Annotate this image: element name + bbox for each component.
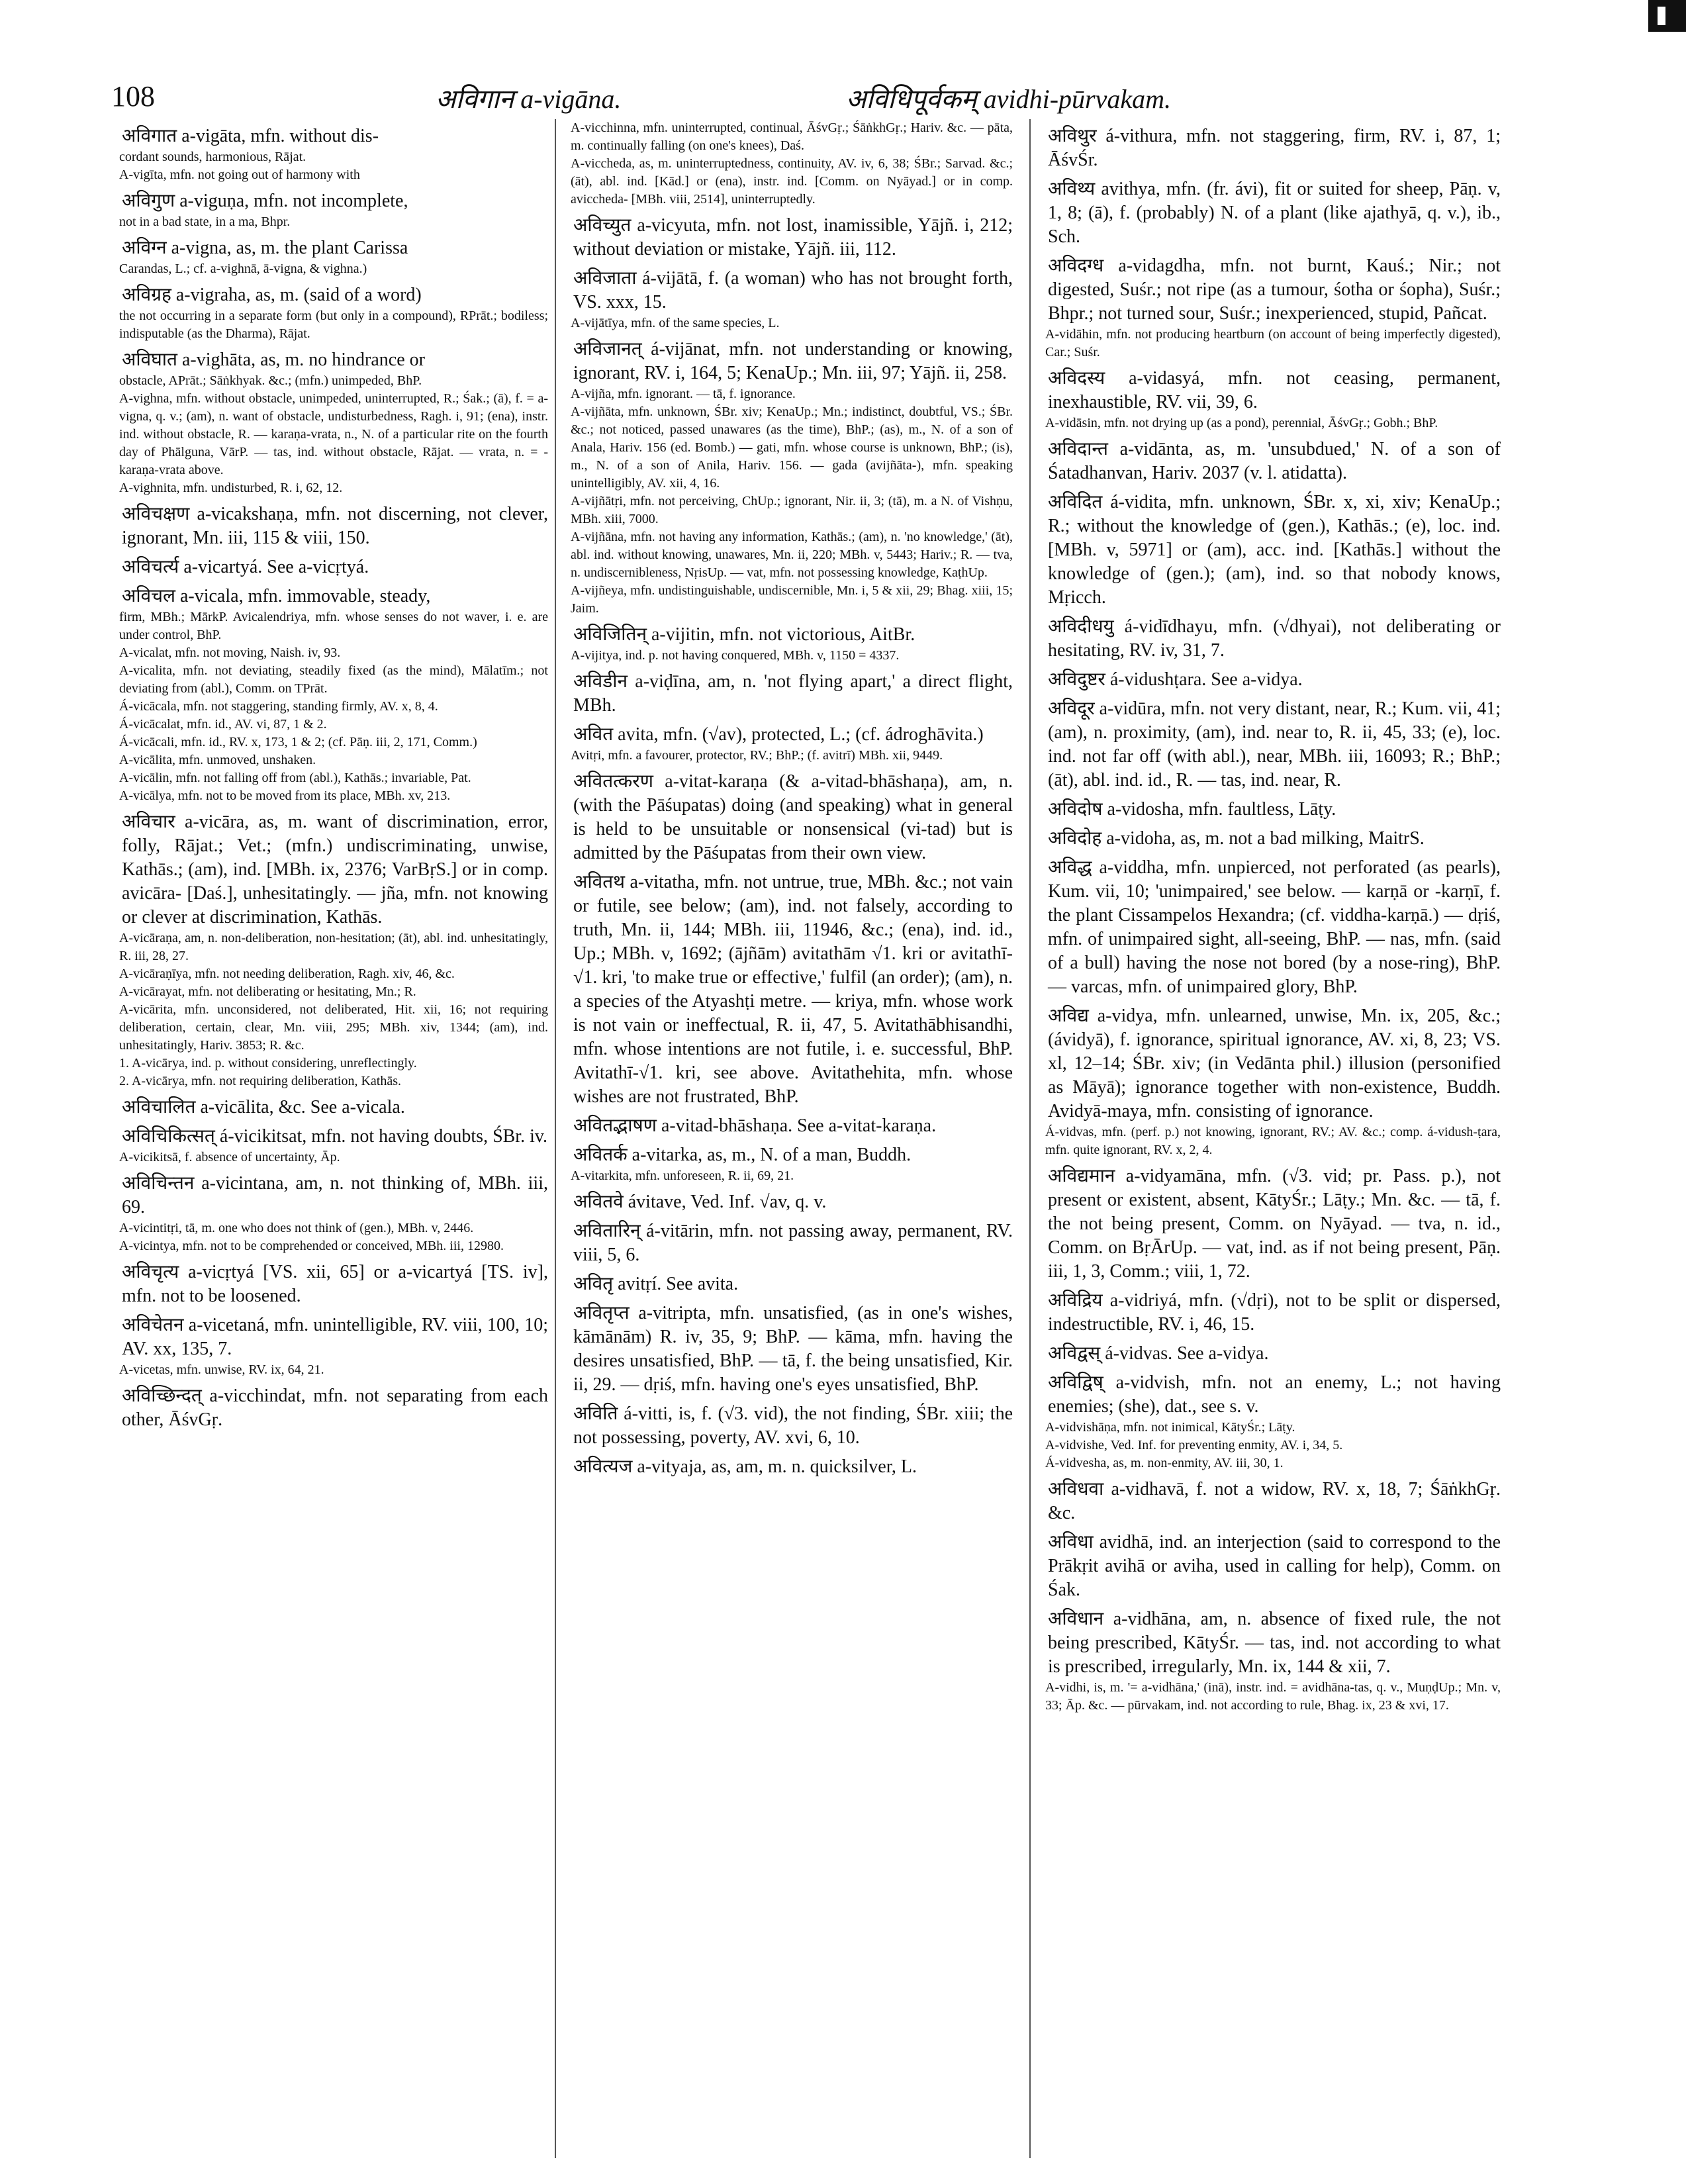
headword-entry: अविचक्षण a-vicakshaṇa, mfn. not discerning, not clever, ignorant, Mn. iii, 115 & viii, 150. <box>122 504 548 548</box>
sub-entry: A-vicalat, mfn. not moving, Naish. iv, 93. <box>119 645 341 660</box>
headword-entry: अविद्ध a-viddha, mfn. unpierced, not perforated (as pearls), Kum. vii, 10; 'unimpaired,' see below. — karṇā or -karṇī, f. the plant Cissampelos Hexandra; (cf. viddha-karṇā.) — dṛiś, mfn. of unimpaired sight, all-seeing, BhP. — nas, mfn. (said of a bull) having the nose not bored (by a nose-ring), BhP. — varcas, mfn. of unimpaired glory, BhP. <box>1048 857 1501 997</box>
sub-entry: A-vighnita, mfn. undisturbed, R. i, 62, 12. <box>119 481 343 495</box>
sub-entry: cordant sounds, harmonious, Rājat. <box>119 150 306 164</box>
sub-entry: Á-vidvas, mfn. (perf. p.) not knowing, ignorant, RV.; AV. &c.; comp. á-vidush-ṭara, mfn. quite ignorant, RV. x, 2, 4. <box>1045 1125 1501 1157</box>
sub-entry: A-vigīta, mfn. not going out of harmony with <box>119 167 360 182</box>
sub-entry: A-vicālin, mfn. not falling off from (abl.), Kathās.; invariable, Pat. <box>119 771 471 785</box>
headword-entry: अविजाता á-vijātā, f. (a woman) who has not brought forth, VS. xxx, 15. <box>573 268 1013 312</box>
sub-entry: A-vicāraṇīya, mfn. not needing deliberation, Ragh. xiv, 46, &c. <box>119 967 455 981</box>
headword-entry: अविग्न a-vigna, as, m. the plant Carissa <box>122 238 408 258</box>
sub-entry: A-vicārita, mfn. unconsidered, not deliberated, Hit. xii, 16; not requiring deliberation, certain, clear, Mn. viii, 295; MBh. xiv, 1344; (am), ind. unhesitatingly, Hariv. 3853; R. &c. <box>119 1002 548 1053</box>
headword-entry: अविदग्ध a-vidagdha, mfn. not burnt, Kauś.; Nir.; not digested, Suśr.; not ripe (as a tumour, śotha or śopha), Suśr.; Bhpr.; not turned sour, Suśr.; inexperienced, stupid, Pañcat. <box>1048 256 1501 324</box>
headword-entry: अविचार a-vicāra, as, m. want of discrimination, error, folly, Rājat.; Vet.; (mfn.) undiscriminating, unwise, Kathās.; (am), ind. [MBh. ix, 2376; VarBṛS.] or in comp. avicāra- [Daś.], unhesitatingly. — jña, mfn. not knowing or clever at discrimination, Kathās. <box>122 812 548 927</box>
sub-entry: obstacle, APrāt.; Sāṅkhyak. &c.; (mfn.) unimpeded, BhP. <box>119 373 422 388</box>
sub-entry: A-vicārayat, mfn. not deliberating or hesitating, Mn.; R. <box>119 984 416 999</box>
sub-entry: Á-vicācala, mfn. not staggering, standing firmly, AV. x, 8, 4. <box>119 699 438 714</box>
sub-entry: 2. A-vicārya, mfn. not requiring deliberation, Kathās. <box>119 1074 401 1088</box>
right-running-head: अविधिपूर्वकम् avidhi-pūrvakam. <box>846 84 1171 114</box>
headword-entry: अविघात a-vighāta, as, m. no hindrance or <box>122 350 425 370</box>
sub-entry: Á-vidvesha, as, m. non-enmity, AV. iii, 30, 1. <box>1045 1456 1284 1470</box>
sub-entry: A-vidvishāṇa, mfn. not inimical, KātyŚr.; Lāṭy. <box>1045 1420 1295 1435</box>
column-1 <box>111 119 548 2158</box>
headword-entry: अविदूर a-vidūra, mfn. not very distant, near, R.; Kum. vii, 41; (am), n. proximity, (am), ind. near to, R. ii, 45, 33; (e), loc. ind. not far off (with abl.), near, MBh. iii, 16093; R.; BhP.; (āt), abl. ind. id., R. — tas, ind. near, R. <box>1048 698 1501 790</box>
sub-entry: A-vicikitsā, f. absence of uncertainty, Āp. <box>119 1150 340 1164</box>
headword-entry: अविचर्त्य a-vicartyá. See a-vicṛtyá. <box>122 557 369 577</box>
headword-entry: अविद्विष् a-vidvish, mfn. not an enemy, L.; not having enemies; (she), dat., see s. v. <box>1048 1372 1501 1417</box>
headword-entry: अविद्वस् á-vidvas. See a-vidya. <box>1048 1343 1269 1364</box>
headword-entry: अविजानत् á-vijānat, mfn. not understanding or knowing, ignorant, RV. i, 164, 5; KenaUp.; Mn. iii, 97; Yājñ. ii, 258. <box>573 339 1013 383</box>
sub-entry: A-vijñeya, mfn. undistinguishable, undiscernible, Mn. i, 5 & xii, 29; Bhag. xiii, 15; Jaim. <box>571 583 1013 616</box>
column-2 <box>555 119 1013 2158</box>
headword-entry: अविगात a-vigāta, mfn. without dis- <box>122 126 379 146</box>
headword-entry: अविचालित a-vicālita, &c. See a-vicala. <box>122 1097 405 1117</box>
headword-entry: अवितारिन् á-vitārin, mfn. not passing away, permanent, RV. viii, 5, 6. <box>573 1221 1013 1265</box>
sub-entry: A-vicchinna, mfn. uninterrupted, continual, ĀśvGṛ.; ŚāṅkhGṛ.; Hariv. &c. — pāta, m. continually falling (on one's knees), Daś. <box>571 120 1013 153</box>
headword-entry: अविथुर á-vithura, mfn. not staggering, firm, RV. i, 87, 1; ĀśvŚr. <box>1048 126 1501 170</box>
headword-entry: अवित avita, mfn. (√av), protected, L.; (cf. ádroghāvita.) <box>573 724 984 745</box>
headword-entry: अविधान a-vidhāna, am, n. absence of fixed rule, the not being prescribed, KātyŚr. — tas, ind. not according to what is prescribed, irregularly, Mn. ix, 144 & xii, 7. <box>1048 1609 1501 1677</box>
headword-entry: अविदोह a-vidoha, as, m. not a bad milking, MaitrS. <box>1048 828 1425 849</box>
headword-entry: अवितद्भाषण a-vitad-bhāshaṇa. See a-vitat-karaṇa. <box>573 1116 937 1136</box>
headword-entry: अवित्यज a-vityaja, as, am, m. n. quicksilver, L. <box>573 1456 917 1477</box>
headword-entry: अवितृ avitṛí. See avita. <box>573 1274 739 1294</box>
headword-entry: अविदान्त a-vidānta, as, m. 'unsubdued,' N. of a son of Śatadhanvan, Hariv. 2037 (v. l. atidatta). <box>1048 439 1501 483</box>
sub-entry: firm, MBh.; MārkP. Avicalendriya, mfn. whose senses do not waver, i. e. are under control, BhP. <box>119 610 548 642</box>
headword-entry: अविदस्य a-vidasyá, mfn. not ceasing, permanent, inexhaustible, RV. vii, 39, 6. <box>1048 368 1501 412</box>
headword-entry: अविचृत्य a-vicṛtyá [VS. xii, 65] or a-vicartyá [TS. iv], mfn. not to be loosened. <box>122 1262 548 1306</box>
sub-entry: the not occurring in a separate form (but only in a compound), RPrāt.; bodiless; indisputable (as the Dharma), Rājat. <box>119 309 548 341</box>
sub-entry: A-vijña, mfn. ignorant. — tā, f. ignorance. <box>571 387 796 401</box>
headword-entry: अविच्छिन्दत् a-vicchindat, mfn. not separating from each other, ĀśvGṛ. <box>122 1386 548 1430</box>
headword-entry: अविधा avidhā, ind. an interjection (said to correspond to the Prākṛit avihā or aviha, used in calling for help), Comm. on Śak. <box>1048 1532 1501 1600</box>
headword-entry: अविदीधयु á-vidīdhayu, mfn. (√dhyai), not deliberating or hesitating, RV. iv, 31, 7. <box>1048 616 1501 661</box>
sub-entry: A-vijñātṛi, mfn. not perceiving, ChUp.; ignorant, Nir. ii, 3; (tā), m. a N. of Vishṇu, MBh. xiii, 7000. <box>571 494 1013 526</box>
sub-entry: A-vicetas, mfn. unwise, RV. ix, 64, 21. <box>119 1362 324 1377</box>
column-3 <box>1029 119 1501 2158</box>
sub-entry: A-vicāraṇa, am, n. non-deliberation, non-hesitation; (āt), abl. ind. unhesitatingly, R. iii, 28, 27. <box>119 931 548 963</box>
headword-entry: अविथ्य avithya, mfn. (fr. ávi), fit or suited for sheep, Pāṇ. v, 1, 8; (ā), f. (probably) N. of a plant (like ajathyā, q. v.), ib., Sch. <box>1048 179 1501 247</box>
sub-entry: A-vicintya, mfn. not to be comprehended or conceived, MBh. iii, 12980. <box>119 1239 504 1253</box>
headword-entry: अविदोष a-vidosha, mfn. faultless, Lāṭy. <box>1048 799 1336 820</box>
headword-entry: अविद्यमान a-vidyamāna, mfn. (√3. vid; pr. Pass. p.), not present or existent, absent, KātyŚr.; Lāṭy.; Mn. &c. — tā, f. the not being present, Comm. on Nyāyad. — tva, n. id., Comm. on BṛĀrUp. — vat, ind. as if not being present, Pāṇ. iii, 1, 3, Comm.; viii, 1, 72. <box>1048 1166 1501 1282</box>
page-header <box>111 79 1515 119</box>
sub-entry: Á-vicācalat, mfn. id., AV. vi, 87, 1 & 2. <box>119 717 327 732</box>
headword-entry: अवितत्करण a-vitat-karaṇa (& a-vitad-bhāshaṇa), am, n. (with the Pāśupatas) doing (and speaking) what in general is held to be unsuitable or nonsensical (vi-tad) but is admitted by the Pāśupatas from their own view. <box>573 771 1013 863</box>
sub-entry: A-vicalita, mfn. not deviating, steadily fixed (as the mind), Mālatīm.; not deviating from (abl.), Comm. on TPrāt. <box>119 663 548 696</box>
sub-entry: A-vidāhin, mfn. not producing heartburn (on account of being imperfectly digested), Car.; Suśr. <box>1045 327 1501 359</box>
headword-entry: अविच्युत a-vicyuta, mfn. not lost, inamissible, Yājñ. i, 212; without deviation or mistake, Yājñ. iii, 112. <box>573 215 1013 260</box>
headword-entry: अविदुष्टर á-vidushṭara. See a-vidya. <box>1048 669 1303 690</box>
headword-entry: अवितृप्त a-vitripta, mfn. unsatisfied, (as in one's wishes, kāmānām) R. iv, 35, 9; BhP. — kāma, mfn. having the desires unsatisfied, BhP. — tā, f. the being unsatisfied, Kir. ii, 29. — dṛiś, mfn. having one's eyes unsatisfied, BhP. <box>573 1303 1013 1395</box>
sub-entry: Á-vicācali, mfn. id., RV. x, 173, 1 & 2; (cf. Pāṇ. iii, 2, 171, Comm.) <box>119 735 477 749</box>
headword-entry: अविचिन्तन a-vicintana, am, n. not thinking of, MBh. iii, 69. <box>122 1173 548 1217</box>
headword-entry: अविग्रह a-vigraha, as, m. (said of a word) <box>122 285 422 305</box>
sub-entry: A-vitarkita, mfn. unforeseen, R. ii, 69, 21. <box>571 1168 794 1183</box>
sub-entry: A-vidāsin, mfn. not drying up (as a pond), perennial, ĀśvGṛ.; Gobh.; BhP. <box>1045 416 1438 430</box>
headword-entry: अवितर्क a-vitarka, as, m., N. of a man, Buddh. <box>573 1145 912 1165</box>
headword-entry: अविचेतन a-vicetaná, mfn. unintelligible, RV. viii, 100, 10; AV. xx, 135, 7. <box>122 1315 548 1359</box>
headword-entry: अविधवा a-vidhavā, f. not a widow, RV. x, 18, 7; ŚāṅkhGṛ. &c. <box>1048 1479 1501 1523</box>
headword-entry: अविगुण a-viguṇa, mfn. not incomplete, <box>122 191 408 211</box>
headword-entry: अवितथ a-vitatha, mfn. not untrue, true, MBh. &c.; not vain or futile, see below; (am), ind. not falsely, according to truth, Mn. ii, 144; MBh. iii, 11946, &c.; (ena), ind. id., Up.; MBh. v, 1692; (ājñām) avitathām √1. kri or avitathī-√1. kri, 'to make true or effective,' fulfil (an order); (am), n. a species of the Atyashṭi metre. — kriya, mfn. whose work is not vain or ineffectual, R. ii, 47, 5. Avitathābhisandhi, mfn. whose intentions are not futile, i. e. successful, BhP. Avitathī-√1. kri, see above. Avitathehita, mfn. whose wishes are not frustrated, BhP. <box>573 872 1013 1107</box>
scan-corner-mark <box>1648 0 1686 32</box>
headword-entry: अविचिकित्सत् á-vicikitsat, mfn. not having doubts, ŚBr. iv. <box>122 1126 548 1147</box>
headword-entry: अविदित á-vidita, mfn. unknown, ŚBr. x, xi, xiv; KenaUp.; R.; without the knowledge of (gen.), Kathās.; (e), loc. ind. [MBh. v, 5971] or (am), acc. ind. [Kathās.] without the knowledge of (gen.); (am), ind. so that nobody knows, Mṛicch. <box>1048 492 1501 608</box>
headword-entry: अविद्य a-vidya, mfn. unlearned, unwise, Mn. ix, 205, &c.; (ávidyā), f. ignorance, spiritual ignorance, AV. xi, 8, 23; VS. xl, 12–14; ŚBr. xiv; (in Vedānta phil.) illusion (personified as Māyā); ignorance together with non-existence, Buddh. Avidyā-maya, mfn. consisting of ignorance. <box>1048 1006 1501 1121</box>
sub-entry: A-vijñāta, mfn. unknown, ŚBr. xiv; KenaUp.; Mn.; indistinct, doubtful, VS.; ŚBr. &c.; not noticed, passed unawares (as the time), BhP.; (as), m., N. of a son of Anala, Hariv. 156 (ed. Bomb.) — gati, mfn. whose course is unknown, BhP.; (is), m., N. of a son of Anila, Hariv. 156. — gada (avijñāta-), mfn. speaking unintelligibly, AV. xii, 4, 16. <box>571 404 1013 491</box>
sub-entry: A-vidhi, is, m. '= a-vidhāna,' (inā), instr. ind. = avidhāna-tas, q. v., MuṇḍUp.; Mn. v, 33; Āp. &c. — pūrvakam, ind. not according to rule, Bhag. ix, 23 & xvi, 17. <box>1045 1680 1501 1713</box>
headword-entry: अविति á-vitti, is, f. (√3. vid), the not finding, ŚBr. xiii; the not possessing, poverty, AV. xvi, 6, 10. <box>573 1403 1013 1448</box>
headword-entry: अविद्रिय a-vidriyá, mfn. (√dṛi), not to be split or dispersed, indestructible, RV. i, 46, 15. <box>1048 1290 1501 1335</box>
sub-entry: A-vijitya, ind. p. not having conquered, MBh. v, 1150 = 4337. <box>571 648 900 663</box>
sub-entry: A-vijātīya, mfn. of the same species, L. <box>571 316 780 330</box>
sub-entry: A-vidvishe, Ved. Inf. for preventing enmity, AV. i, 34, 5. <box>1045 1438 1343 1452</box>
headword-entry: अविडीन a-viḍīna, am, n. 'not flying apart,' a direct flight, MBh. <box>573 671 1013 716</box>
headword-entry: अवितवे ávitave, Ved. Inf. √av, q. v. <box>573 1192 827 1212</box>
sub-entry: Avitṛi, mfn. a favourer, protector, RV.; BhP.; (f. avitrī) MBh. xii, 9449. <box>571 748 943 763</box>
sub-entry: A-vicālya, mfn. not to be moved from its place, MBh. xv, 213. <box>119 788 451 803</box>
sub-entry: not in a bad state, in a ma, Bhpr. <box>119 214 291 229</box>
sub-entry: A-vicālita, mfn. unmoved, unshaken. <box>119 753 316 767</box>
left-running-head: अविगान a-vigāna. <box>436 84 622 114</box>
sub-entry: 1. A-vicārya, ind. p. without considering, unreflectingly. <box>119 1056 417 1070</box>
sub-entry: A-vighna, mfn. without obstacle, unimpeded, uninterrupted, R.; Śak.; (ā), f. = a-vigna, q. v.; (am), n. want of obstacle, undisturbedness, Ragh. i, 91; (ena), instr. ind. without obstacle, R. — karaṇa-vrata, n., N. of a particular rite on the fourth day of Phālguna, VārP. — tas, ind. without obstacle, Rājat. — vrata, n. = -karaṇa-vrata above. <box>119 391 548 477</box>
sub-entry: Carandas, L.; cf. a-vighnā, ā-vigna, & vighna.) <box>119 261 367 276</box>
sub-entry: A-vicintitṛi, tā, m. one who does not think of (gen.), MBh. v, 2446. <box>119 1221 474 1235</box>
headword-entry: अविचल a-vicala, mfn. immovable, steady, <box>122 586 431 606</box>
sub-entry: A-viccheda, as, m. uninterruptedness, continuity, AV. iv, 6, 38; ŚBr.; Sarvad. &c.; (āt), abl. ind. [Kād.] or (ena), instr. ind. [Comm. on Nyāyad.] or in comp. aviccheda- [MBh. viii, 2514], uninterruptedly. <box>571 156 1013 207</box>
sub-entry: A-vijñāna, mfn. not having any information, Kathās.; (am), n. 'no knowledge,' (āt), abl. ind. without knowing, unawares, Mn. ii, 220; MBh. v, 5443; Hariv.; R. — tva, n. undiscernibleness, NṛisUp. — vat, mfn. not possessing knowledge, KaṭhUp. <box>571 530 1013 580</box>
page-number: 108 <box>111 80 155 113</box>
headword-entry: अविजितिन् a-vijitin, mfn. not victorious, AitBr. <box>573 624 915 645</box>
